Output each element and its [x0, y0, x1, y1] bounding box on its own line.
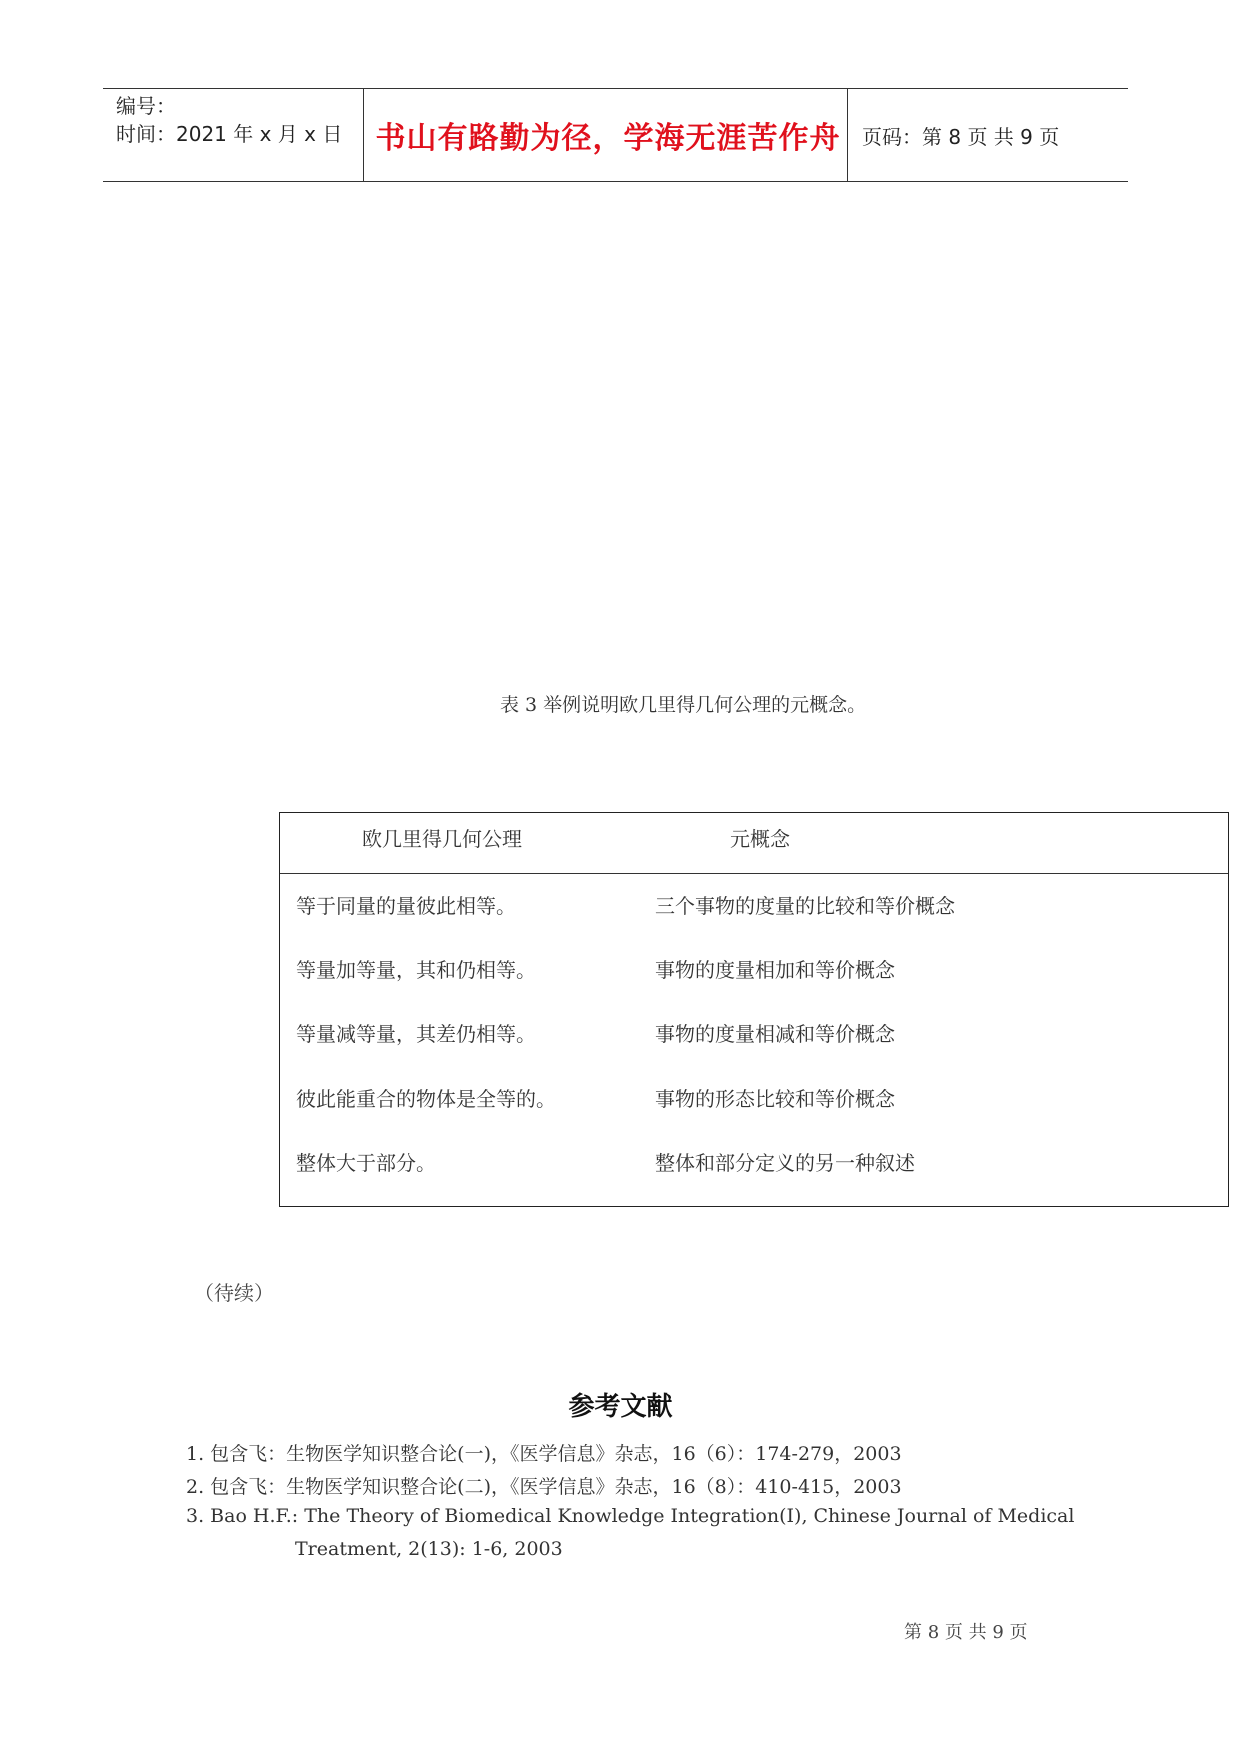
table-cell: 整体和部分定义的另一种叙述: [655, 1151, 915, 1175]
table-header-meta-concept: 元概念: [730, 827, 790, 851]
document-time-label: 时间：2021 年 x 月 x 日: [116, 122, 343, 146]
table-cell: 事物的度量相减和等价概念: [655, 1022, 895, 1046]
reference-item: 1. 包含飞：生物医学知识整合论(一)，《医学信息》杂志，16（6）：174-279，2003: [186, 1443, 902, 1465]
table-cell: 等于同量的量彼此相等。: [296, 894, 516, 918]
table-cell: 三个事物的度量的比较和等价概念: [655, 894, 955, 918]
table-cell: 等量加等量，其和仍相等。: [296, 958, 536, 982]
table-header-axiom: 欧几里得几何公理: [362, 827, 522, 851]
table-caption: 表 3 举例说明欧几里得几何公理的元概念。: [500, 694, 867, 716]
reference-item-continuation: Treatment, 2(13): 1-6, 2003: [295, 1538, 563, 1560]
header-meta: [116, 92, 342, 148]
axioms-table: [279, 812, 1229, 1207]
table-cell: 等量减等量，其差仍相等。: [296, 1022, 536, 1046]
table-cell: 整体大于部分。: [296, 1151, 436, 1175]
reference-item: 3. Bao H.F.: The Theory of Biomedical Knowledge Integration(Ⅰ), Chinese Journal of Medical: [186, 1505, 1075, 1527]
header-page-label: 页码：第 8 页 共 9 页: [862, 125, 1060, 149]
to-be-continued: （待续）: [194, 1281, 274, 1305]
header-motto: 书山有路勤为径，学海无涯苦作舟: [375, 121, 841, 156]
table-cell: 事物的度量相加和等价概念: [655, 958, 895, 982]
table-cell: 事物的形态比较和等价概念: [655, 1087, 895, 1111]
header-top-rule: [103, 88, 1128, 89]
header-bottom-rule: [103, 181, 1128, 182]
reference-item: 2. 包含飞：生物医学知识整合论(二)，《医学信息》杂志，16（8）：410-415，2003: [186, 1476, 902, 1498]
table-cell: 彼此能重合的物体是全等的。: [296, 1087, 556, 1111]
document-number-label: 编号：: [116, 94, 176, 118]
page-footer: 第 8 页 共 9 页: [904, 1622, 1028, 1643]
table-header-rule: [280, 873, 1228, 874]
references-title: 参考文献: [568, 1392, 673, 1422]
header-divider-left: [363, 88, 364, 182]
